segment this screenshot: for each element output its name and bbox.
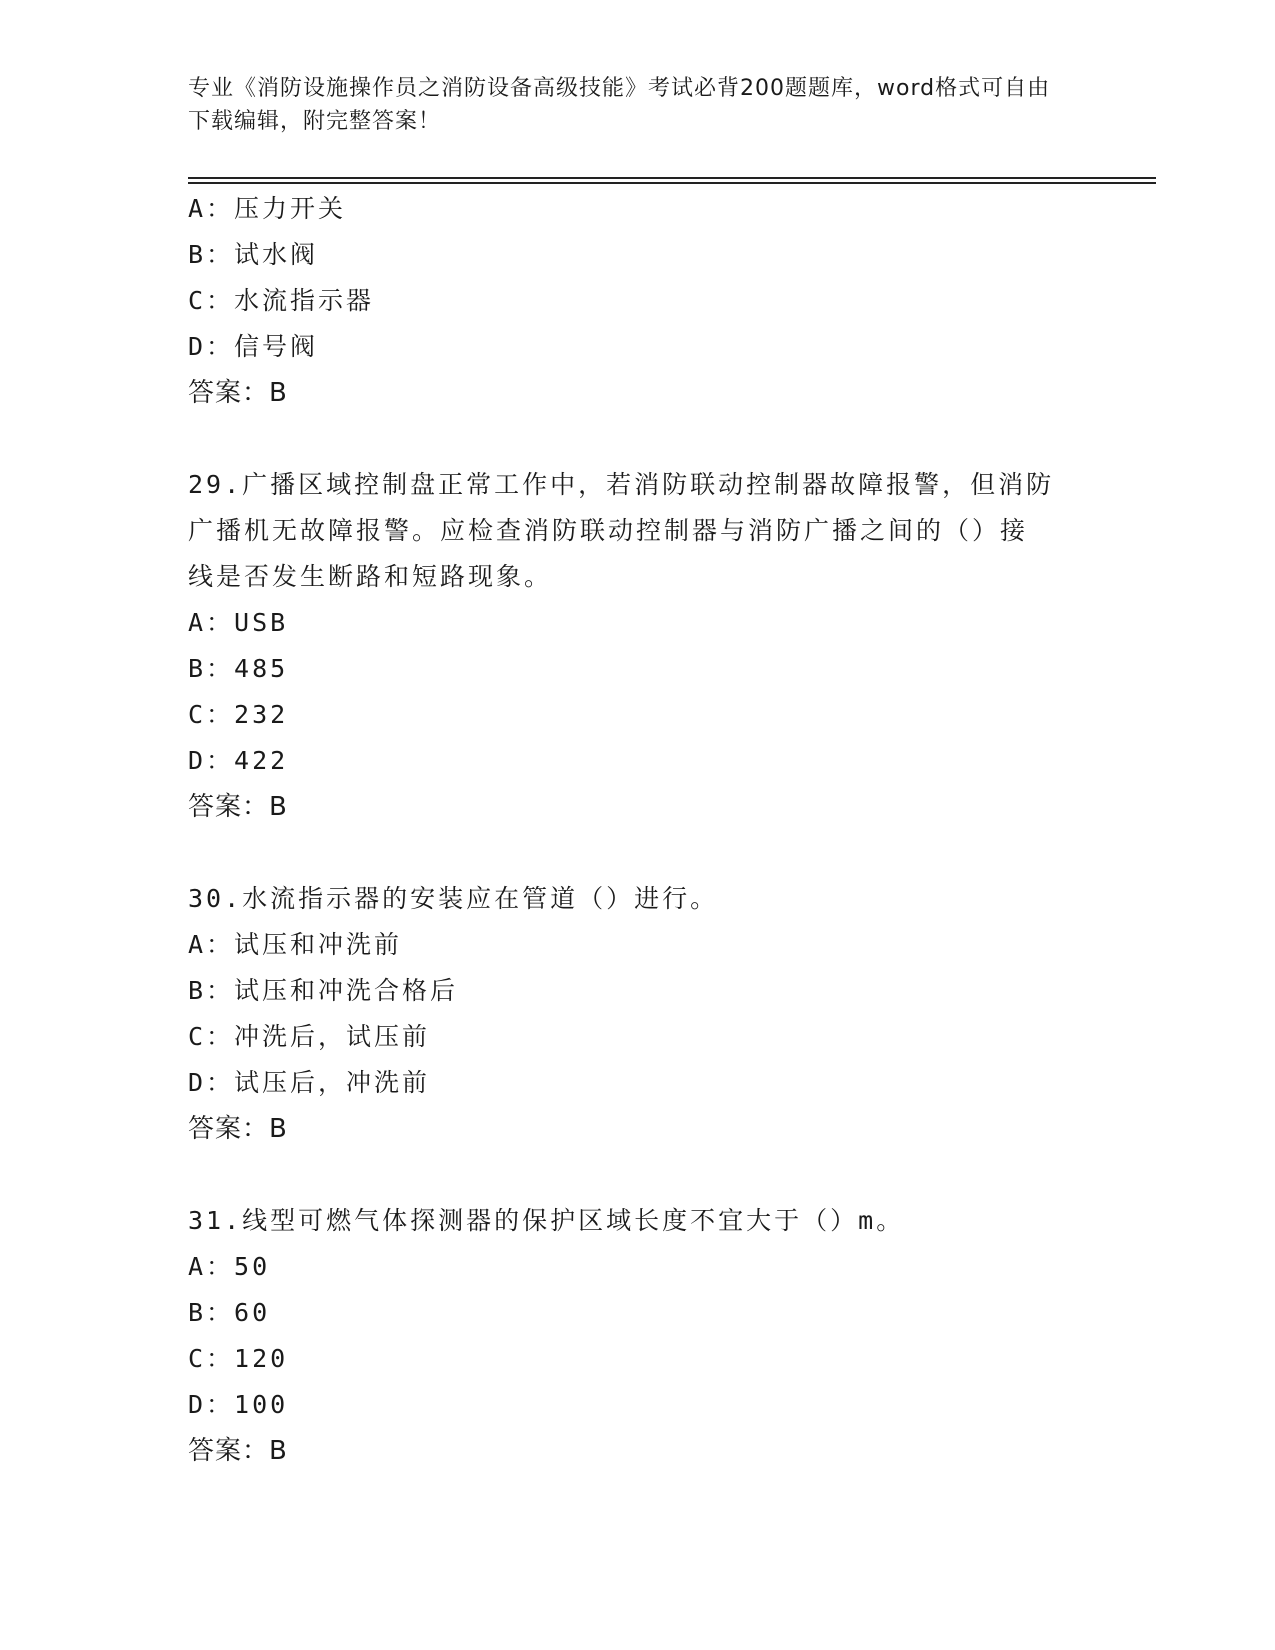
document-header [188,72,1068,138]
question-spacer [188,416,1088,462]
option-d: D：信号阀 [188,332,319,361]
answer-line: 答案：B [188,378,288,408]
question-28-continued [188,186,1088,416]
question-stem-line: 广播机无故障报警。应检查消防联动控制器与消防广播之间的（）接 [188,516,1029,545]
header-title: 专业《消防设施操作员之消防设备高级技能》考试必背200题题库，word格式可自由下载编辑，附完整答案！ [188,76,1051,134]
question-29 [188,462,1088,830]
question-spacer [188,1152,1088,1198]
option-b: B：485 [188,654,289,683]
question-spacer [188,830,1088,876]
question-stem-line: 线是否发生断路和短路现象。 [188,562,553,591]
option-a: A：50 [188,1252,271,1281]
question-stem-line: 29.广播区域控制盘正常工作中，若消防联动控制器故障报警，但消防 [188,470,1055,499]
header-divider-bottom [188,182,1156,184]
option-c: C：232 [188,700,289,729]
answer-line: 答案：B [188,1114,288,1144]
option-c: C：120 [188,1344,289,1373]
option-a: A：压力开关 [188,194,347,223]
option-d: D：100 [188,1390,289,1419]
option-c: C：冲洗后，试压前 [188,1022,431,1051]
option-b: B：试水阀 [188,240,319,269]
question-31 [188,1198,1088,1474]
option-a: A：试压和冲洗前 [188,930,403,959]
question-30 [188,876,1088,1152]
option-b: B：试压和冲洗合格后 [188,976,459,1005]
option-d: D：试压后，冲洗前 [188,1068,431,1097]
option-b: B：60 [188,1298,271,1327]
question-list [188,186,1088,1474]
option-c: C：水流指示器 [188,286,375,315]
question-stem-line: 31.线型可燃气体探测器的保护区域长度不宜大于（）m。 [188,1206,905,1235]
question-stem-line: 30.水流指示器的安装应在管道（）进行。 [188,884,719,913]
option-d: D：422 [188,746,289,775]
option-a: A：USB [188,608,289,637]
answer-line: 答案：B [188,1436,288,1466]
answer-line: 答案：B [188,792,288,822]
header-divider-top [188,177,1156,179]
